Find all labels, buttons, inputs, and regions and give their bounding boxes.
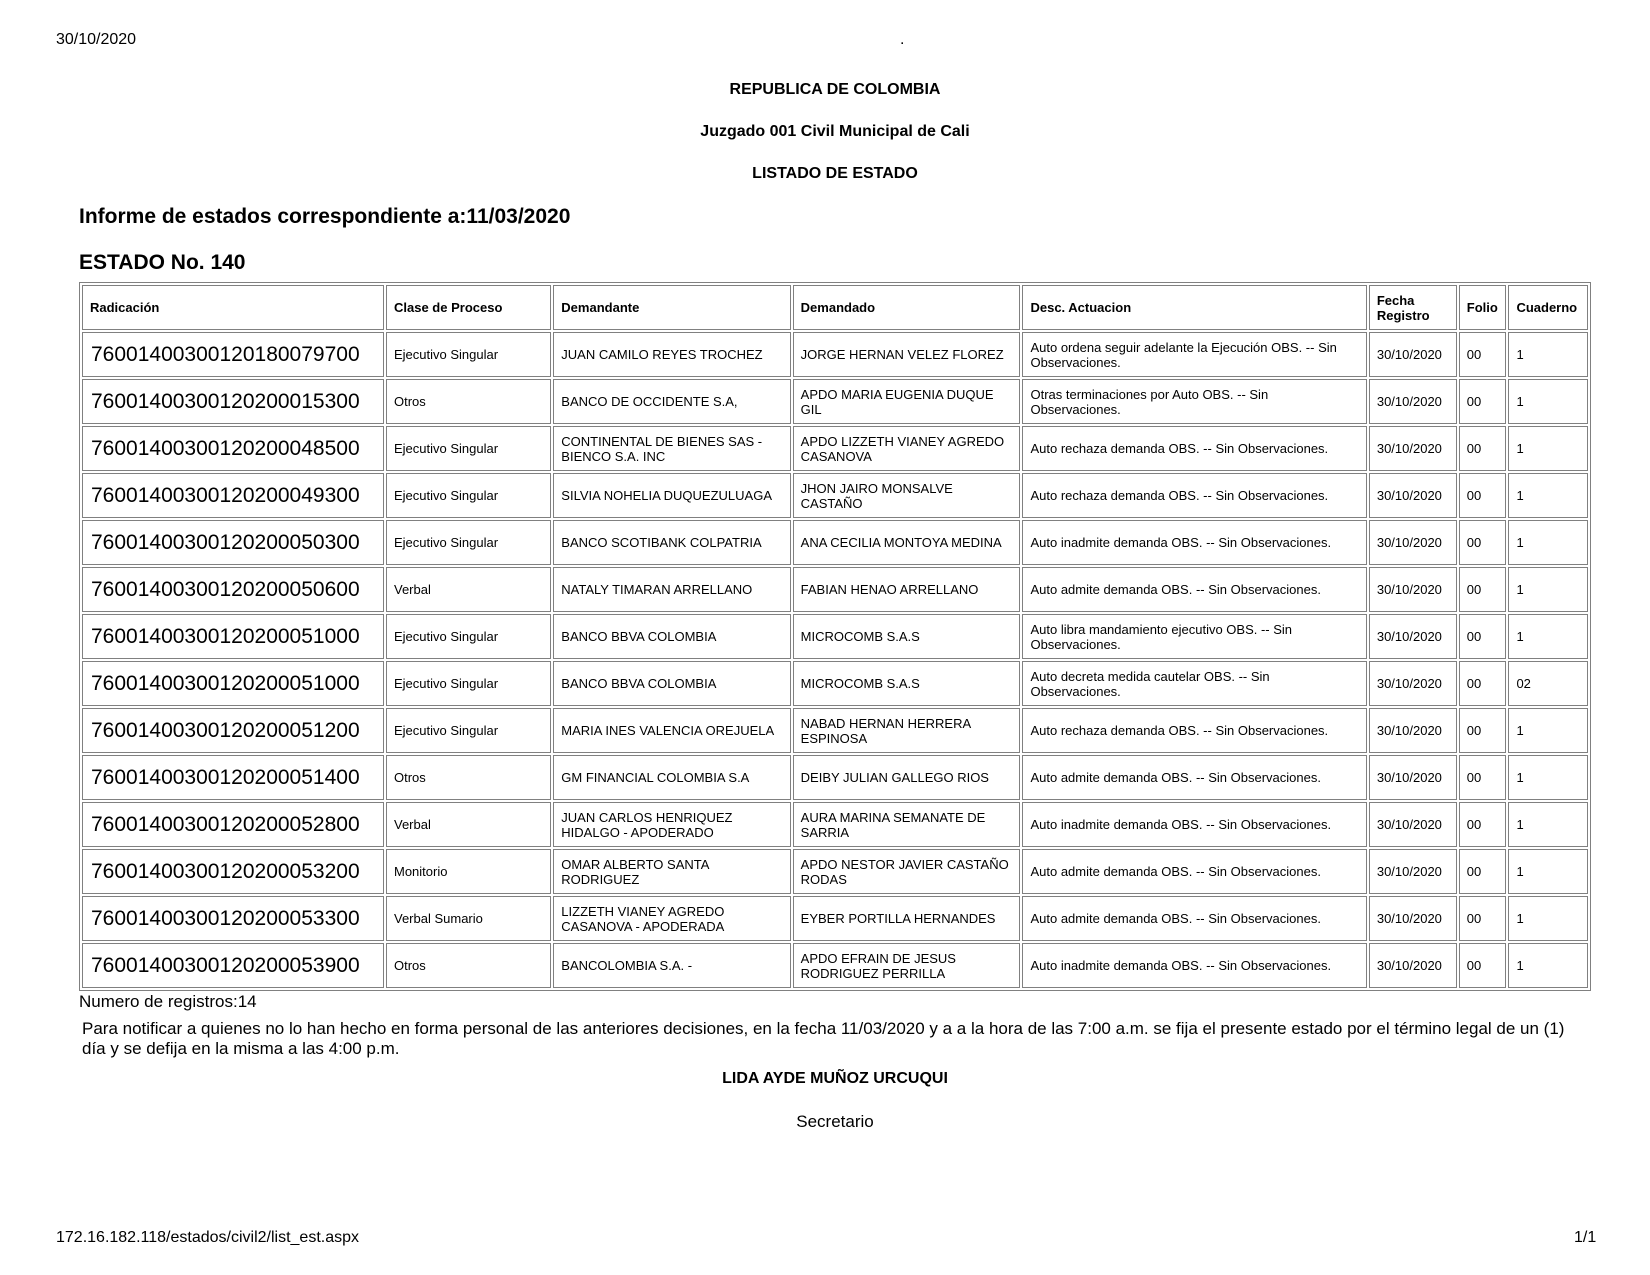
header-col-clase-proceso: Clase de Proceso bbox=[386, 285, 551, 330]
cell-demandado: APDO EFRAIN DE JESUS RODRIGUEZ PERRILLA bbox=[793, 943, 1021, 988]
cell-radicacion: 76001400300120200051000 bbox=[82, 661, 384, 706]
cell-demandado: APDO NESTOR JAVIER CASTAÑO RODAS bbox=[793, 849, 1021, 894]
cell-fecha-registro: 30/10/2020 bbox=[1369, 614, 1457, 659]
cell-fecha-registro: 30/10/2020 bbox=[1369, 755, 1457, 800]
cell-fecha-registro: 30/10/2020 bbox=[1369, 567, 1457, 612]
cell-demandante: BANCO BBVA COLOMBIA bbox=[553, 661, 790, 706]
cell-demandado: AURA MARINA SEMANATE DE SARRIA bbox=[793, 802, 1021, 847]
signer-name: LIDA AYDE MUÑOZ URCUQUI bbox=[722, 1070, 948, 1087]
cell-demandado: APDO MARIA EUGENIA DUQUE GIL bbox=[793, 379, 1021, 424]
cell-cuaderno: 1 bbox=[1508, 708, 1588, 753]
signer-role: Secretario bbox=[796, 1112, 874, 1131]
cell-demandado: NABAD HERNAN HERRERA ESPINOSA bbox=[793, 708, 1021, 753]
cell-clase-proceso: Otros bbox=[386, 379, 551, 424]
table-row bbox=[82, 473, 1588, 518]
print-date: 30/10/2020 bbox=[56, 31, 137, 48]
cell-clase-proceso: Monitorio bbox=[386, 849, 551, 894]
cell-radicacion: 76001400300120200050600 bbox=[82, 567, 384, 612]
cell-demandante: SILVIA NOHELIA DUQUEZULUAGA bbox=[553, 473, 790, 518]
cell-desc-actuacion: Otras terminaciones por Auto OBS. -- Sin Observaciones. bbox=[1022, 379, 1366, 424]
cell-demandado: APDO LIZZETH VIANEY AGREDO CASANOVA bbox=[793, 426, 1021, 471]
cell-desc-actuacion: Auto decreta medida cautelar OBS. -- Sin Observaciones. bbox=[1022, 661, 1366, 706]
cell-folio: 00 bbox=[1459, 802, 1507, 847]
cell-demandante: LIZZETH VIANEY AGREDO CASANOVA - APODERADA bbox=[553, 896, 790, 941]
cell-cuaderno: 1 bbox=[1508, 802, 1588, 847]
cell-demandante: CONTINENTAL DE BIENES SAS - BIENCO S.A. INC bbox=[553, 426, 790, 471]
cell-cuaderno: 1 bbox=[1508, 520, 1588, 565]
cell-radicacion: 76001400300120200049300 bbox=[82, 473, 384, 518]
cell-cuaderno: 1 bbox=[1508, 755, 1588, 800]
cell-clase-proceso: Otros bbox=[386, 755, 551, 800]
cell-clase-proceso: Verbal bbox=[386, 802, 551, 847]
table-row bbox=[82, 567, 1588, 612]
cell-fecha-registro: 30/10/2020 bbox=[1369, 943, 1457, 988]
cell-radicacion: 76001400300120200048500 bbox=[82, 426, 384, 471]
cell-clase-proceso: Ejecutivo Singular bbox=[386, 426, 551, 471]
table-row bbox=[82, 708, 1588, 753]
header-col-folio: Folio bbox=[1459, 285, 1507, 330]
cell-cuaderno: 1 bbox=[1508, 849, 1588, 894]
table-row bbox=[82, 520, 1588, 565]
cell-desc-actuacion: Auto libra mandamiento ejecutivo OBS. -- Sin Observaciones. bbox=[1022, 614, 1366, 659]
header-col-radicacion: Radicación bbox=[82, 285, 384, 330]
cell-fecha-registro: 30/10/2020 bbox=[1369, 332, 1457, 377]
cell-folio: 00 bbox=[1459, 567, 1507, 612]
table-row bbox=[82, 755, 1588, 800]
cell-demandado: ANA CECILIA MONTOYA MEDINA bbox=[793, 520, 1021, 565]
cell-fecha-registro: 30/10/2020 bbox=[1369, 896, 1457, 941]
cell-desc-actuacion: Auto inadmite demanda OBS. -- Sin Observaciones. bbox=[1022, 802, 1366, 847]
cell-folio: 00 bbox=[1459, 661, 1507, 706]
cell-desc-actuacion: Auto inadmite demanda OBS. -- Sin Observaciones. bbox=[1022, 520, 1366, 565]
cell-radicacion: 76001400300120200015300 bbox=[82, 379, 384, 424]
cell-demandado: FABIAN HENAO ARRELLANO bbox=[793, 567, 1021, 612]
estado-heading: ESTADO No. 140 bbox=[79, 251, 246, 274]
cell-demandado: EYBER PORTILLA HERNANDES bbox=[793, 896, 1021, 941]
cell-radicacion: 76001400300120200053200 bbox=[82, 849, 384, 894]
cell-demandante: GM FINANCIAL COLOMBIA S.A bbox=[553, 755, 790, 800]
cell-folio: 00 bbox=[1459, 473, 1507, 518]
table-body bbox=[82, 332, 1588, 988]
table-row bbox=[82, 426, 1588, 471]
cell-demandante: BANCO BBVA COLOMBIA bbox=[553, 614, 790, 659]
cell-fecha-registro: 30/10/2020 bbox=[1369, 661, 1457, 706]
cell-fecha-registro: 30/10/2020 bbox=[1369, 473, 1457, 518]
cell-cuaderno: 1 bbox=[1508, 567, 1588, 612]
cell-demandante: JUAN CARLOS HENRIQUEZ HIDALGO - APODERADO bbox=[553, 802, 790, 847]
list-title: LISTADO DE ESTADO bbox=[752, 165, 918, 182]
cell-fecha-registro: 30/10/2020 bbox=[1369, 849, 1457, 894]
record-count: Numero de registros:14 bbox=[79, 992, 257, 1011]
table-row bbox=[82, 896, 1588, 941]
cell-fecha-registro: 30/10/2020 bbox=[1369, 520, 1457, 565]
cell-folio: 00 bbox=[1459, 755, 1507, 800]
cell-demandante: BANCO SCOTIBANK COLPATRIA bbox=[553, 520, 790, 565]
notification-text: Para notificar a quienes no lo han hecho en forma personal de las anteriores decisiones, en la fecha 11/03/2020 y a a la hora de las 7:00 a.m. se fija el presente estado por el término legal de un (1) día y se defija en la misma a las 4:00 p.m. bbox=[82, 1019, 1565, 1058]
table-header-row bbox=[82, 285, 1588, 330]
cell-demandado: JORGE HERNAN VELEZ FLOREZ bbox=[793, 332, 1021, 377]
cell-clase-proceso: Ejecutivo Singular bbox=[386, 520, 551, 565]
table-row bbox=[82, 661, 1588, 706]
cell-desc-actuacion: Auto admite demanda OBS. -- Sin Observaciones. bbox=[1022, 849, 1366, 894]
cell-clase-proceso: Ejecutivo Singular bbox=[386, 614, 551, 659]
footer-url: 172.16.182.118/estados/civil2/list_est.aspx bbox=[56, 1229, 360, 1246]
cell-radicacion: 76001400300120200050300 bbox=[82, 520, 384, 565]
cell-radicacion: 76001400300120200053900 bbox=[82, 943, 384, 988]
cell-folio: 00 bbox=[1459, 520, 1507, 565]
cell-clase-proceso: Ejecutivo Singular bbox=[386, 473, 551, 518]
cell-folio: 00 bbox=[1459, 379, 1507, 424]
cell-radicacion: 76001400300120200051000 bbox=[82, 614, 384, 659]
records-table bbox=[79, 282, 1591, 991]
cell-cuaderno: 1 bbox=[1508, 332, 1588, 377]
cell-desc-actuacion: Auto admite demanda OBS. -- Sin Observaciones. bbox=[1022, 896, 1366, 941]
cell-desc-actuacion: Auto admite demanda OBS. -- Sin Observaciones. bbox=[1022, 567, 1366, 612]
cell-desc-actuacion: Auto rechaza demanda OBS. -- Sin Observaciones. bbox=[1022, 473, 1366, 518]
cell-folio: 00 bbox=[1459, 849, 1507, 894]
cell-radicacion: 76001400300120200051200 bbox=[82, 708, 384, 753]
cell-cuaderno: 1 bbox=[1508, 614, 1588, 659]
cell-desc-actuacion: Auto inadmite demanda OBS. -- Sin Observaciones. bbox=[1022, 943, 1366, 988]
cell-cuaderno: 1 bbox=[1508, 473, 1588, 518]
cell-demandado: DEIBY JULIAN GALLEGO RIOS bbox=[793, 755, 1021, 800]
cell-clase-proceso: Ejecutivo Singular bbox=[386, 332, 551, 377]
cell-clase-proceso: Verbal Sumario bbox=[386, 896, 551, 941]
cell-demandado: MICROCOMB S.A.S bbox=[793, 614, 1021, 659]
country-heading: REPUBLICA DE COLOMBIA bbox=[729, 81, 941, 98]
cell-demandado: MICROCOMB S.A.S bbox=[793, 661, 1021, 706]
court-heading: Juzgado 001 Civil Municipal de Cali bbox=[700, 123, 970, 140]
table-row bbox=[82, 802, 1588, 847]
cell-fecha-registro: 30/10/2020 bbox=[1369, 426, 1457, 471]
cell-clase-proceso: Ejecutivo Singular bbox=[386, 708, 551, 753]
cell-demandado: JHON JAIRO MONSALVE CASTAÑO bbox=[793, 473, 1021, 518]
cell-folio: 00 bbox=[1459, 896, 1507, 941]
header-col-desc-actuacion: Desc. Actuacion bbox=[1022, 285, 1366, 330]
cell-fecha-registro: 30/10/2020 bbox=[1369, 708, 1457, 753]
table-row bbox=[82, 614, 1588, 659]
cell-desc-actuacion: Auto admite demanda OBS. -- Sin Observaciones. bbox=[1022, 755, 1366, 800]
cell-desc-actuacion: Auto ordena seguir adelante la Ejecución OBS. -- Sin Observaciones. bbox=[1022, 332, 1366, 377]
report-heading: Informe de estados correspondiente a:11/03/2020 bbox=[79, 205, 571, 228]
header-col-cuaderno: Cuaderno bbox=[1508, 285, 1588, 330]
header-col-demandante: Demandante bbox=[553, 285, 790, 330]
cell-demandante: BANCOLOMBIA S.A. - bbox=[553, 943, 790, 988]
cell-desc-actuacion: Auto rechaza demanda OBS. -- Sin Observaciones. bbox=[1022, 426, 1366, 471]
cell-cuaderno: 1 bbox=[1508, 426, 1588, 471]
cell-folio: 00 bbox=[1459, 614, 1507, 659]
table-row bbox=[82, 332, 1588, 377]
header-col-demandado: Demandado bbox=[793, 285, 1021, 330]
cell-folio: 00 bbox=[1459, 426, 1507, 471]
cell-fecha-registro: 30/10/2020 bbox=[1369, 379, 1457, 424]
cell-cuaderno: 02 bbox=[1508, 661, 1588, 706]
cell-folio: 00 bbox=[1459, 332, 1507, 377]
cell-clase-proceso: Otros bbox=[386, 943, 551, 988]
table-row bbox=[82, 849, 1588, 894]
records-table-container bbox=[79, 282, 1591, 991]
cell-fecha-registro: 30/10/2020 bbox=[1369, 802, 1457, 847]
table-row bbox=[82, 943, 1588, 988]
cell-cuaderno: 1 bbox=[1508, 896, 1588, 941]
cell-demandante: JUAN CAMILO REYES TROCHEZ bbox=[553, 332, 790, 377]
cell-demandante: MARIA INES VALENCIA OREJUELA bbox=[553, 708, 790, 753]
cell-demandante: NATALY TIMARAN ARRELLANO bbox=[553, 567, 790, 612]
cell-desc-actuacion: Auto rechaza demanda OBS. -- Sin Observaciones. bbox=[1022, 708, 1366, 753]
cell-radicacion: 76001400300120200052800 bbox=[82, 802, 384, 847]
cell-demandante: BANCO DE OCCIDENTE S.A, bbox=[553, 379, 790, 424]
cell-folio: 00 bbox=[1459, 943, 1507, 988]
cell-radicacion: 76001400300120200051400 bbox=[82, 755, 384, 800]
table-row bbox=[82, 379, 1588, 424]
cell-cuaderno: 1 bbox=[1508, 379, 1588, 424]
cell-clase-proceso: Ejecutivo Singular bbox=[386, 661, 551, 706]
page-count: 1/1 bbox=[1574, 1229, 1597, 1246]
top-mark: . bbox=[900, 31, 905, 48]
header-col-fecha-registro: Fecha Registro bbox=[1369, 285, 1457, 330]
cell-radicacion: 76001400300120200053300 bbox=[82, 896, 384, 941]
cell-demandante: OMAR ALBERTO SANTA RODRIGUEZ bbox=[553, 849, 790, 894]
cell-radicacion: 76001400300120180079700 bbox=[82, 332, 384, 377]
cell-cuaderno: 1 bbox=[1508, 943, 1588, 988]
cell-folio: 00 bbox=[1459, 708, 1507, 753]
cell-clase-proceso: Verbal bbox=[386, 567, 551, 612]
